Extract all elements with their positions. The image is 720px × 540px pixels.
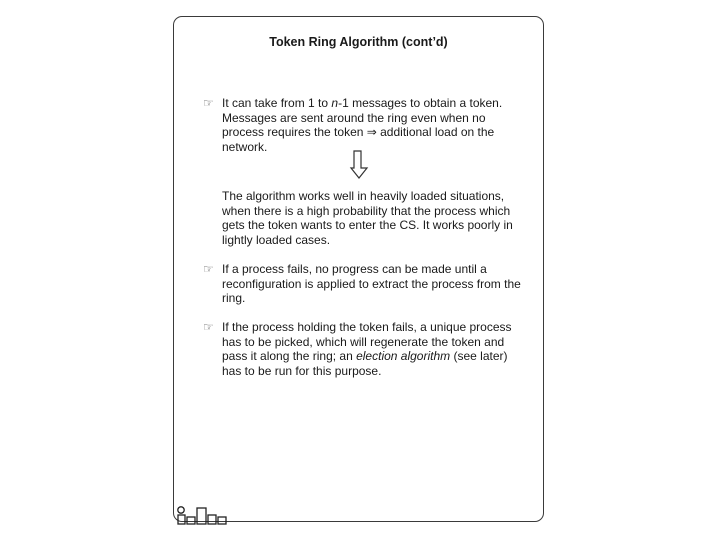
point-1 [222, 96, 522, 154]
point-3-text-a: If the process holding the token fails, a unique process has to be picked, which will regenerate the token and pass it along the ring; an [222, 320, 512, 364]
point-3-text-italic: election algorithm [356, 349, 451, 364]
point-1-text [222, 96, 522, 154]
slide-title: Token Ring Algorithm (cont’d) [269, 35, 448, 49]
point-2 [222, 262, 522, 306]
bullet-icon: ☞ [203, 96, 214, 110]
point-1-text-italic: n [331, 96, 339, 110]
down-arrow-icon [349, 150, 369, 180]
conclusion [222, 189, 522, 247]
bullet-icon: ☞ [203, 262, 214, 276]
bullet-icon: ☞ [203, 320, 214, 334]
point-1-text-b: -1 messages to obtain a token. Messages are sent around the ring even when no process requires the token ⇒ additional load on the network. [222, 96, 503, 154]
point-2-text: If a process fails, no progress can be made until a reconfiguration is applied to extract the process from the ring. [222, 262, 521, 306]
conclusion-text: The algorithm works well in heavily loaded situations, when there is a high probability that the process which gets the token wants to enter the CS. It works poorly in lightly loaded cases. [222, 189, 513, 247]
point-3-text-b: (see later) has to be run for this purpose. [222, 349, 508, 378]
point-3-text [222, 320, 522, 378]
point-1-text-a: It can take from 1 to [222, 96, 332, 110]
publisher-logo-icon [177, 504, 233, 526]
point-3 [222, 320, 522, 378]
